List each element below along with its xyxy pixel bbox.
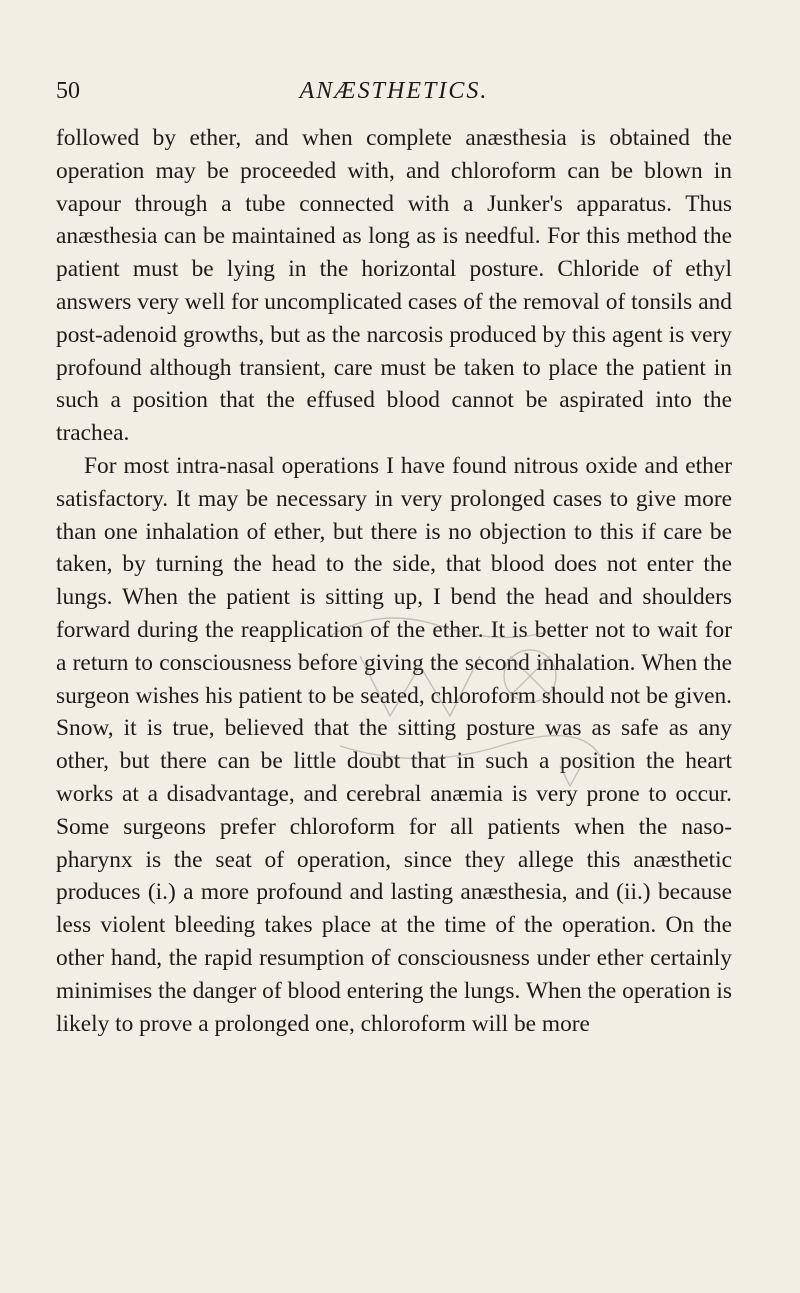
page-number: 50 xyxy=(56,78,80,104)
paragraph-intra-nasal-operations: For most intra-nasal operations I have found nitrous oxide and ether satisfactory. It may be necessary in very prolonged cases to give more than one inhalation of ether, but there is no objection to this if care be taken, by turning the head to the side, that blood does not enter the lungs. When the patient is sitting up, I bend the head and shoulders forward during the reapplication of the ether. It is better not to wait for a return to consciousness before giving the second inhalation. When the surgeon wishes his patient to be seated, chloroform should not be given. Snow, it is true, believed that the sitting posture was as safe as any other, but there can be little doubt that in such a position the heart works at a disadvantage, and cerebral anæmia is very prone to occur. Some surgeons prefer chloroform for all patients when the naso-pharynx is the seat of operation, since they allege this anæsthetic produces (i.) a more profound and lasting anæsthesia, and (ii.) because less violent bleeding takes place at the time of the operation. On the other hand, the rapid resumption of consciousness under ether certainly minimises the danger of blood entering the lungs. When the operation is likely to prove a prolonged one, chloroform will be more xyxy=(56,452,732,1037)
paragraph-continued: followed by ether, and when complete anæsthesia is obtained the operation may be proceeded with, and chloroform can be blown in vapour through a tube connected with a Junker's apparatus. Thus anæsthesia can be maintained as long as is needful. For this method the patient must be lying in the horizontal posture. Chloride of ethyl answers very well for uncomplicated cases of the removal of tonsils and post-adenoid growths, but as the narcosis produced by this agent is very profound although transient, care must be taken to place the patient in such a position that the effused blood cannot be aspirated into the trachea. xyxy=(56,125,732,447)
body-text xyxy=(56,122,732,1040)
running-title: ANÆSTHETICS. xyxy=(299,78,489,104)
running-head xyxy=(56,74,732,108)
